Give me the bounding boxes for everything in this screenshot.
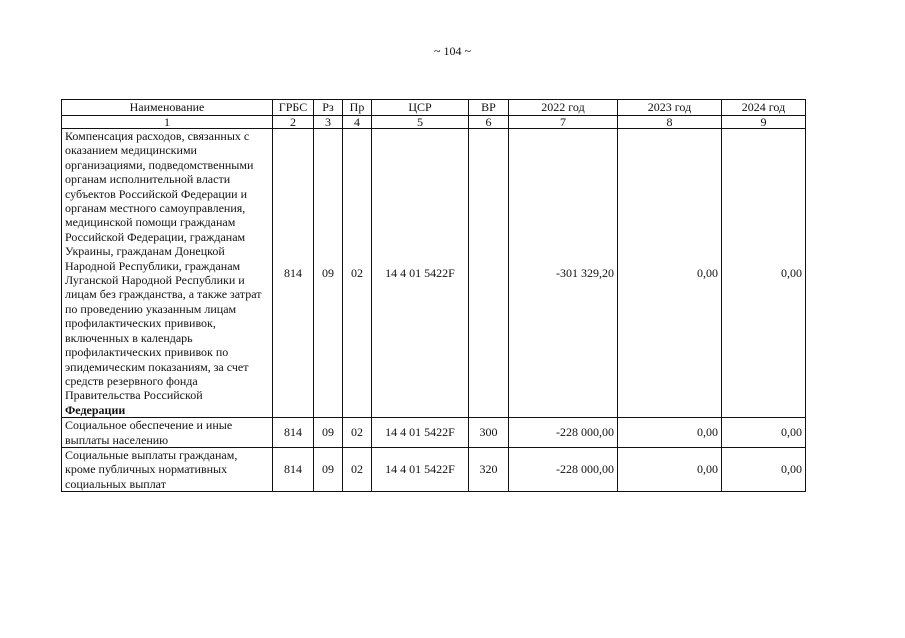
amount-2024-cell: 0,00 — [722, 447, 806, 491]
table-row — [62, 447, 806, 491]
row-name: Компенсация расходов, связанных с оказанием медицинскими организациями, подведомственными органам исполнительной власти субъектов Российской Федерации и органам местного самоуправления, медицинской помощи гражданам Российской Федерации, гражданам Украины, гражданам Донецкой Народной Республики, гражданам Луганской Народной Республики и лицам без гражданства, а также затрат по проведению указанным лицам профилактических прививок, включенных в календарь профилактических прививок по эпидемическим показаниям, за счет средств резервного фонда Правительства Российской — [65, 129, 262, 403]
row-name: Социальное обеспечение и иные выплаты населению — [62, 418, 273, 448]
table-row — [62, 129, 806, 418]
amount-2023-cell: 0,00 — [618, 129, 722, 418]
vr-cell: 300 — [469, 418, 509, 448]
amount-2024-cell: 0,00 — [722, 129, 806, 418]
col-number: 1 — [62, 116, 273, 129]
budget-table — [61, 99, 806, 492]
col-header-pr: Пр — [343, 100, 372, 116]
col-number: 5 — [372, 116, 469, 129]
col-number: 6 — [469, 116, 509, 129]
grbs-cell: 814 — [273, 129, 314, 418]
vr-cell: 320 — [469, 447, 509, 491]
table-row — [62, 418, 806, 448]
csr-cell: 14 4 01 5422F — [372, 418, 469, 448]
col-header-csr: ЦСР — [372, 100, 469, 116]
csr-cell: 14 4 01 5422F — [372, 129, 469, 418]
amount-2022-cell: -228 000,00 — [509, 418, 618, 448]
col-number: 9 — [722, 116, 806, 129]
column-number-row — [62, 116, 806, 129]
page-number: ~ 104 ~ — [434, 44, 471, 58]
col-number: 2 — [273, 116, 314, 129]
col-header-grbs: ГРБС — [273, 100, 314, 116]
grbs-cell: 814 — [273, 447, 314, 491]
pr-cell: 02 — [343, 418, 372, 448]
col-number: 4 — [343, 116, 372, 129]
amount-2023-cell: 0,00 — [618, 447, 722, 491]
rz-cell: 09 — [314, 129, 343, 418]
amount-2024-cell: 0,00 — [722, 418, 806, 448]
grbs-cell: 814 — [273, 418, 314, 448]
col-header-2024: 2024 год — [722, 100, 806, 116]
amount-2022-cell: -228 000,00 — [509, 447, 618, 491]
header-row — [62, 100, 806, 116]
row-name-tail: Федерации — [65, 402, 126, 417]
row-name-cell — [62, 129, 273, 418]
col-header-vr: ВР — [469, 100, 509, 116]
col-number: 3 — [314, 116, 343, 129]
col-header-2022: 2022 год — [509, 100, 618, 116]
row-name: Социальные выплаты гражданам, кроме публичных нормативных социальных выплат — [62, 447, 273, 491]
rz-cell: 09 — [314, 447, 343, 491]
col-header-rz: Рз — [314, 100, 343, 116]
rz-cell: 09 — [314, 418, 343, 448]
csr-cell: 14 4 01 5422F — [372, 447, 469, 491]
amount-2023-cell: 0,00 — [618, 418, 722, 448]
col-header-name: Наименование — [62, 100, 273, 116]
vr-cell — [469, 129, 509, 418]
col-number: 7 — [509, 116, 618, 129]
amount-2022-cell: -301 329,20 — [509, 129, 618, 418]
pr-cell: 02 — [343, 129, 372, 418]
pr-cell: 02 — [343, 447, 372, 491]
col-number: 8 — [618, 116, 722, 129]
col-header-2023: 2023 год — [618, 100, 722, 116]
